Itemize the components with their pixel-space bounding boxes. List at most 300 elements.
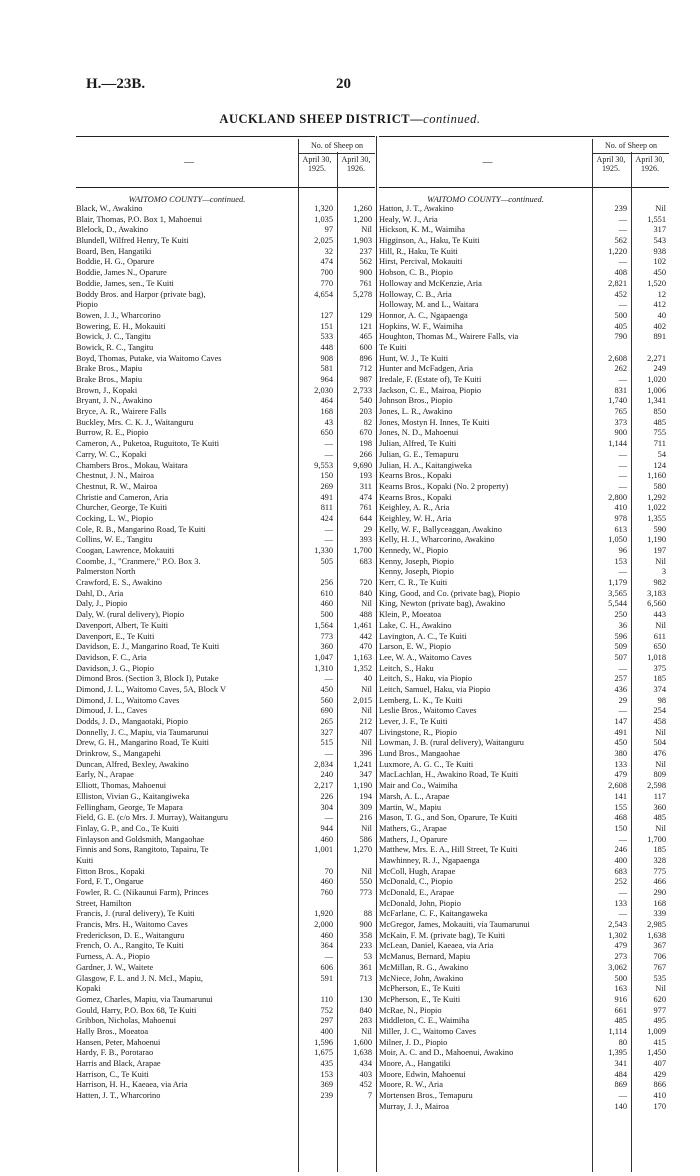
owner-name: Hunt, W. J., Te Kuiti (379, 353, 449, 363)
sheep-1926: 590 (653, 524, 666, 534)
sheep-1925: 450 (320, 684, 333, 694)
owner-name: Glasgow, F. L. and J. N. McI., Mapiu, (76, 973, 203, 983)
sheep-1926: 396 (359, 749, 372, 759)
table-row (76, 386, 375, 397)
sheep-1926: Nil (361, 684, 372, 694)
sheep-1926: 504 (653, 738, 666, 748)
header-no-of-sheep: No. of Sheep on (592, 139, 669, 154)
owner-name: Finlayson and Goldsmith, Mangaohae (76, 834, 204, 844)
table-row (379, 1091, 669, 1102)
sheep-1926: 2,985 (647, 920, 666, 930)
sheep-1925: 500 (320, 610, 333, 620)
column-rule (298, 152, 299, 1172)
sheep-1926: Nil (655, 556, 666, 566)
sheep-1926: 982 (653, 578, 666, 588)
sheep-1925: 448 (320, 342, 333, 352)
owner-name: Palmerston North (76, 567, 136, 577)
sheep-1925: 683 (614, 866, 627, 876)
table-row (76, 343, 375, 354)
sheep-1925: 3,565 (608, 588, 627, 598)
sheep-1925: 133 (614, 759, 627, 769)
owner-name: Keighley, A. R., Aria (379, 503, 450, 513)
sheep-1926: 1,163 (353, 652, 372, 662)
sheep-1926: 2,271 (647, 353, 666, 363)
sheep-1926: 1,551 (647, 214, 666, 224)
sheep-1926: 102 (653, 257, 666, 267)
owner-name: King, Newton (private bag), Awakino (379, 599, 506, 609)
sheep-1926: 866 (653, 1080, 666, 1090)
sheep-1926: Nil (361, 599, 372, 609)
sheep-1925: 978 (614, 513, 627, 523)
owner-name: Kerr, C. R., Te Kuiti (379, 578, 448, 588)
table-row (379, 664, 669, 675)
sheep-1926: 1,022 (647, 503, 666, 513)
sheep-1925: — (618, 300, 627, 310)
sheep-1925: 765 (614, 407, 627, 417)
table-row (76, 642, 375, 653)
table-row (379, 717, 669, 728)
sheep-1925: 341 (614, 1059, 627, 1068)
owner-name: Gomez, Charles, Mapiu, via Taumarunui (76, 994, 213, 1004)
table-row (379, 899, 669, 910)
sheep-1925: 2,800 (608, 492, 627, 502)
sheep-1925: — (618, 834, 627, 844)
sheep-1925: 133 (614, 898, 627, 908)
table-row (379, 332, 669, 343)
sheep-1926: 767 (653, 962, 666, 972)
sheep-1926: 562 (359, 257, 372, 267)
sheep-1926: 900 (359, 268, 372, 278)
sheep-1925: 505 (320, 556, 333, 566)
table-row (76, 354, 375, 365)
sheep-1926: 773 (359, 888, 372, 897)
sheep-1925: 265 (320, 717, 333, 726)
table-row (379, 877, 669, 888)
sheep-1926: 309 (359, 802, 372, 812)
sheep-1925: 380 (614, 749, 627, 759)
table-row (76, 974, 375, 985)
sheep-1926: 266 (359, 449, 372, 459)
owner-name: Kearns Bros., Kopaki (379, 471, 452, 481)
table-row (379, 461, 669, 472)
owner-name: McManus, Bernard, Mapiu (379, 952, 471, 962)
sheep-1926: Nil (361, 225, 372, 235)
owner-name: Hatton, J. T., Awakino (379, 204, 454, 213)
owner-name: Hardy, F. B., Porotarao (76, 1048, 154, 1058)
sheep-1926: 360 (653, 802, 666, 812)
header-col-1926: April 30, 1926. (341, 155, 371, 173)
sheep-1926: 1,190 (647, 535, 666, 545)
table-row (76, 268, 375, 279)
sheep-1926: 117 (653, 791, 666, 801)
owner-name: Carry, W. C., Kopaki (76, 449, 147, 459)
sheep-1925: 400 (614, 855, 627, 865)
table-row (379, 813, 669, 824)
sheep-1925: 916 (614, 994, 627, 1004)
sheep-1926: 54 (657, 449, 666, 459)
owner-name: Brake Bros., Mapiu (76, 375, 143, 384)
table-row (379, 364, 669, 375)
sheep-1926: 7 (367, 1091, 372, 1101)
sheep-1925: — (618, 481, 627, 491)
owner-name: Chestnut, J. N., Mairoa (76, 471, 154, 481)
table-row (379, 204, 669, 215)
table-row (76, 407, 375, 418)
owner-name: Bowick, J. C., Tangitu (76, 332, 151, 342)
table-row (76, 1070, 375, 1081)
owner-name: Moir, A. C. and D., Mahoenui, Awakino (379, 1048, 514, 1058)
sheep-1925: 581 (320, 364, 333, 374)
owner-name: Elliott, Thomas, Mahoenui (76, 781, 167, 791)
owner-name: Elliston, Vivian G., Kaitangiweka (76, 791, 190, 801)
table-row (76, 439, 375, 450)
table-row (379, 268, 669, 279)
sheep-1926: 53 (363, 952, 372, 962)
sheep-1925: 408 (614, 268, 627, 278)
right-table (379, 136, 669, 1172)
owner-name: Furness, A. A., Piopio (76, 952, 150, 962)
owner-name: Brown, J., Kopaki (76, 385, 138, 395)
sheep-1925: 533 (320, 332, 333, 342)
owner-name: McGregor, James, Mokauiti, via Taumarunui (379, 920, 530, 930)
sheep-1926: 393 (359, 535, 372, 545)
table-row (379, 1070, 669, 1081)
table-row (379, 290, 669, 301)
sheep-1925: 515 (320, 738, 333, 748)
table-row (76, 781, 375, 792)
sheep-1925: — (324, 813, 333, 823)
owner-name: Boddie, James, sen., Te Kuiti (76, 278, 174, 288)
sheep-1925: 297 (320, 1016, 333, 1026)
table-row (379, 525, 669, 536)
sheep-1926: 474 (359, 492, 372, 502)
sheep-1926: 1,270 (353, 845, 372, 855)
sheep-1926: 442 (359, 631, 372, 641)
sheep-1925: 4,654 (314, 289, 333, 299)
owner-name: Mawhinney, R. J., Ngapaenga (379, 855, 480, 865)
owner-name: Boyd, Thomas, Putake, via Waitomo Caves (76, 353, 222, 363)
sheep-1925: 80 (618, 1037, 627, 1047)
sheep-1926: 194 (359, 791, 372, 801)
sheep-1925: 1,320 (314, 204, 333, 213)
sheep-1926: 40 (657, 310, 666, 320)
owner-name: Chambers Bros., Mokau, Waitara (76, 460, 188, 470)
table-row (379, 781, 669, 792)
sheep-1925: 474 (320, 257, 333, 267)
table-row (76, 332, 375, 343)
owner-name: Klein, P., Moeatoa (379, 610, 442, 620)
owner-name: Kennedy, W., Piopio (379, 546, 449, 555)
sheep-1926: 410 (653, 1091, 666, 1101)
table-row (76, 450, 375, 461)
county-heading: WAITOMO COUNTY—continued. (427, 194, 544, 204)
sheep-1925: — (324, 439, 333, 449)
table-row (379, 514, 669, 525)
table-row (76, 279, 375, 290)
sheep-1925: 153 (320, 1069, 333, 1079)
table-row (379, 749, 669, 760)
sheep-1926: 216 (359, 813, 372, 823)
owner-name: Bryce, A. R., Wairere Falls (76, 407, 167, 417)
table-row (379, 963, 669, 974)
owner-name: Higginson, A., Haku, Te Kuiti (379, 236, 480, 246)
sheep-1926: 1,450 (647, 1048, 666, 1058)
owner-name: Board, Ben, Hangatiki (76, 246, 152, 256)
sheep-1926: Nil (361, 706, 372, 716)
table-row (76, 546, 375, 557)
sheep-1926: 450 (653, 268, 666, 278)
page-title (0, 112, 700, 127)
sheep-1925: 240 (320, 770, 333, 780)
owner-name: Fitton Bros., Kopaki (76, 866, 145, 876)
sheep-1926: 233 (359, 941, 372, 951)
owner-name: Lowman, J. B. (rural delivery), Waitanguru (379, 738, 524, 748)
table-row (379, 952, 669, 963)
sheep-1925: 491 (320, 492, 333, 502)
sheep-1926: 775 (653, 866, 666, 876)
sheep-1925: 752 (320, 1005, 333, 1015)
table-row (379, 279, 669, 290)
table-row (76, 1006, 375, 1017)
owner-name: Buckley, Mrs. C. K. J., Waitanguru (76, 417, 194, 427)
table-row (379, 215, 669, 226)
sheep-1926: 840 (359, 1005, 372, 1015)
owner-name: Lavington, A. C., Te Kuiti (379, 631, 467, 641)
sheep-1925: 226 (320, 791, 333, 801)
header-dash: — (482, 157, 493, 168)
owner-name: Davenport, Albert, Te Kuiti (76, 620, 169, 630)
owner-name: Leitch, S., Haku (379, 663, 434, 673)
page-number: 20 (336, 76, 351, 92)
table-row (76, 717, 375, 728)
sheep-1926: 88 (363, 909, 372, 919)
owner-name: Boddy Bros. and Harpor (private bag), (76, 289, 206, 299)
owner-name: McPherson, E., Te Kuiti (379, 984, 461, 994)
sheep-1926: Nil (361, 823, 372, 833)
table-row (76, 300, 375, 311)
table-row (379, 728, 669, 739)
sheep-1925: 1,395 (608, 1048, 627, 1058)
table-row (76, 1059, 375, 1070)
owner-name: Kearns Bros., Kopaki (No. 2 property) (379, 481, 509, 491)
owner-name: Chestnut, R. W., Mairoa (76, 481, 158, 491)
owner-name: Jones, Mostyn H. Innes, Te Kuiti (379, 417, 490, 427)
sheep-1926: 1,160 (647, 471, 666, 481)
owner-name: Moore, Edwin, Mahoenui (379, 1069, 466, 1079)
owner-name: Cameron, A., Puketoa, Ruguitoto, Te Kuiti (76, 439, 220, 449)
sheep-1925: 32 (324, 246, 333, 256)
owner-name: Lee, W. A., Waitomo Caves (379, 652, 472, 662)
owner-name: Frederickson, D. E., Waitanguru (76, 930, 185, 940)
sheep-1925: 239 (320, 1091, 333, 1101)
owner-name: Lemberg, L. K., Te Kuiti (379, 695, 463, 705)
sheep-1926: 185 (653, 674, 666, 684)
sheep-1926: 761 (359, 278, 372, 288)
column-rule (337, 152, 338, 1172)
sheep-1926: 407 (359, 727, 372, 737)
table-row (379, 418, 669, 429)
owner-name: Piopio (76, 300, 98, 310)
owner-name: Christie and Cameron, Aria (76, 492, 169, 502)
owner-name: Cole, R. B., Mangarino Road, Te Kuiti (76, 524, 206, 534)
title-continued: continued. (423, 112, 481, 126)
table-row (76, 396, 375, 407)
table-row (379, 845, 669, 856)
table-row (76, 1027, 375, 1038)
table-row (76, 589, 375, 600)
owner-name: Martin, W., Mapiu (379, 802, 442, 812)
owner-name: McColl, Hugh, Arapae (379, 866, 456, 876)
table-row (76, 674, 375, 685)
sheep-1926: 476 (653, 749, 666, 759)
sheep-1926: 600 (359, 342, 372, 352)
sheep-1926: 706 (653, 952, 666, 962)
sheep-1926: 358 (359, 930, 372, 940)
sheep-1925: 1,564 (314, 620, 333, 630)
table-row (379, 792, 669, 803)
sheep-1925: 304 (320, 802, 333, 812)
sheep-1925: — (324, 449, 333, 459)
table-row (76, 760, 375, 771)
sheep-1925: 239 (614, 204, 627, 213)
sheep-1926: 586 (359, 834, 372, 844)
sheep-1925: — (618, 1091, 627, 1101)
sheep-1925: 1,330 (314, 546, 333, 555)
owner-name: Burrow, R. E., Piopio (76, 428, 149, 438)
table-row (76, 204, 375, 215)
owner-name: Davenport, E., Te Kuiti (76, 631, 155, 641)
owner-name: Dimond Bros. (Section 3, Block I), Putake (76, 674, 219, 684)
sheep-1925: 1,114 (608, 1026, 627, 1036)
sheep-1925: 110 (320, 994, 333, 1004)
table-row (379, 1048, 669, 1059)
table-row (379, 257, 669, 268)
sheep-1926: 1,020 (647, 375, 666, 384)
sheep-1925: 435 (320, 1059, 333, 1068)
owner-name: Dimond, J. L., Waitomo Caves, 5A, Block V (76, 684, 226, 694)
sheep-1926: 1,341 (647, 396, 666, 406)
sheep-1925: 460 (320, 599, 333, 609)
table-row (76, 1080, 375, 1091)
sheep-1926: 1,241 (353, 759, 372, 769)
owner-name: Ford, F. T., Ongarue (76, 877, 144, 887)
sheep-1925: 327 (320, 727, 333, 737)
table-row (76, 610, 375, 621)
owner-name: Davidson, E. J., Mangarino Road, Te Kuiti (76, 642, 220, 652)
table-row (76, 1038, 375, 1049)
sheep-1925: 1,001 (314, 845, 333, 855)
sheep-1925: 596 (614, 631, 627, 641)
sheep-1926: 283 (359, 1016, 372, 1026)
owner-name: Middleton, C. E., Waimiha (379, 1016, 470, 1026)
sheep-1925: 273 (614, 952, 627, 962)
owner-name: Holloway, M. and L., Waitara (379, 300, 479, 310)
sheep-1925: 5,544 (608, 599, 627, 609)
sheep-1926: 650 (653, 642, 666, 652)
sheep-1926: 328 (653, 855, 666, 865)
sheep-1925: — (618, 375, 627, 384)
owner-name: Bryant, J. N., Awakino (76, 396, 153, 406)
sheep-1926: 3 (661, 567, 666, 577)
sheep-1926: 809 (653, 770, 666, 780)
sheep-1925: 509 (614, 642, 627, 652)
table-row (379, 482, 669, 493)
owner-name: Hansen, Peter, Mahoenui (76, 1037, 161, 1047)
sheep-1926: 1,352 (353, 663, 372, 673)
sheep-1925: 405 (614, 321, 627, 331)
table-row (379, 909, 669, 920)
owner-name: Blundell, Wilfred Henry, Te Kuiti (76, 236, 189, 246)
sheep-1925: 168 (320, 407, 333, 417)
table-row (76, 535, 375, 546)
owner-name: Johnson Bros., Piopio (379, 396, 453, 406)
owner-name: Kenny, Joseph, Piopio (379, 567, 454, 577)
sheep-1925: 770 (320, 278, 333, 288)
table-row (379, 1006, 669, 1017)
table-row (379, 888, 669, 899)
sheep-1926: 713 (359, 973, 372, 983)
sheep-1925: 97 (324, 225, 333, 235)
owner-name: Moore, A., Hangatiki (379, 1059, 451, 1068)
table-row (379, 589, 669, 600)
table-row (76, 749, 375, 760)
owner-name: Finlay, G. P., and Co., Te Kuiti (76, 823, 179, 833)
title-main: AUCKLAND SHEEP DISTRICT— (219, 112, 424, 126)
table-row (379, 1016, 669, 1027)
owner-name: Holloway, C. B., Aria (379, 289, 452, 299)
table-row (76, 984, 375, 995)
sheep-1925: 773 (320, 631, 333, 641)
owner-name: Churcher, George, Te Kuiti (76, 503, 168, 513)
owner-name: Duncan, Alfred, Bexley, Awakino (76, 759, 189, 769)
table-row (379, 300, 669, 311)
owner-name: Mathers, J., Oparure (379, 834, 448, 844)
sheep-1925: 700 (320, 268, 333, 278)
sheep-1925: 811 (320, 503, 333, 513)
table-row (379, 396, 669, 407)
table-row (76, 738, 375, 749)
sheep-1925: 9,553 (314, 460, 333, 470)
table-row (379, 225, 669, 236)
table-row (76, 931, 375, 942)
owner-name: Luxmore, A. G. C., Te Kuiti (379, 759, 474, 769)
sheep-1926: 1,700 (353, 546, 372, 555)
owner-name: Bowen, J. J., Wharcorino (76, 310, 161, 320)
owner-name: Drinkrow, S., Mangapehi (76, 749, 161, 759)
sheep-1925: 760 (320, 888, 333, 897)
table-row (379, 920, 669, 931)
owner-name: McMillan, R. G., Awakino (379, 962, 469, 972)
sheep-1925: 3,062 (608, 962, 627, 972)
sheep-1925: 127 (320, 310, 333, 320)
sheep-1925: 424 (320, 513, 333, 523)
sheep-1926: Nil (655, 204, 666, 213)
owner-name: Boddie, H. G., Oparure (76, 257, 155, 267)
owner-name: Mair and Co., Waimiha (379, 781, 458, 791)
table-row (379, 642, 669, 653)
owner-name: McDonald, E., Arapae (379, 888, 455, 897)
table-row (379, 567, 669, 578)
owner-name: Milner, J. D., Piopio (379, 1037, 448, 1047)
sheep-1926: 761 (359, 503, 372, 513)
sheep-1926: Nil (655, 823, 666, 833)
header-dash: — (184, 157, 194, 168)
sheep-1925: 610 (320, 588, 333, 598)
owner-name: Mortensen Bros., Temapuru (379, 1091, 473, 1101)
owner-name: Francis, Mrs. H., Waitomo Caves (76, 920, 188, 930)
table-row (76, 909, 375, 920)
sheep-1926: 644 (359, 513, 372, 523)
